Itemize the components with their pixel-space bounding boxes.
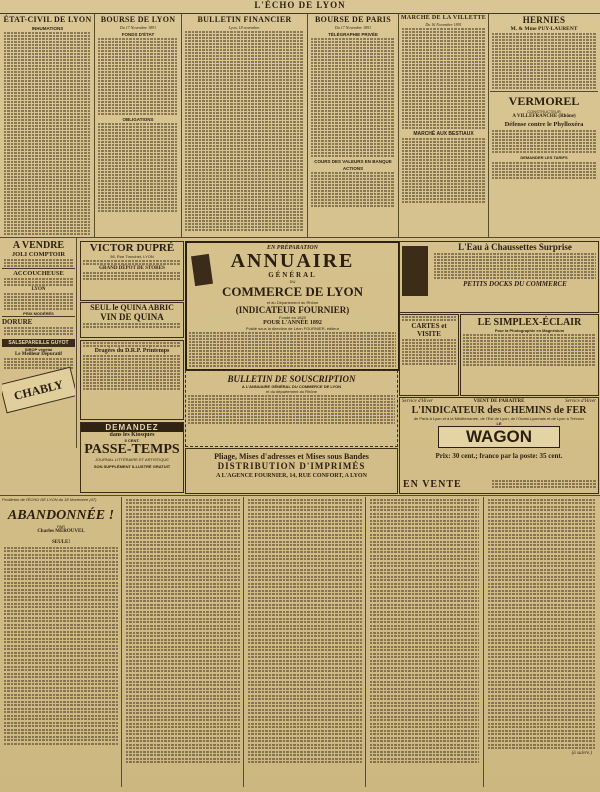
vin-de-quina: VIN DE QUINA	[100, 312, 164, 322]
feuilleton-label	[2, 497, 120, 502]
dorure: DORURE	[2, 316, 75, 326]
bourse-lyon-date: Du 17 Novembre 1891	[119, 25, 157, 30]
souscription-form	[185, 370, 398, 447]
feuilleton-column-3	[246, 497, 364, 787]
souscription-sub: A L'ANNUAIRE GÉNÉRAL DU COMMERCE DE LYON	[241, 384, 342, 389]
lyon-label: LYON	[31, 287, 46, 292]
accoucheuse: ACCOUCHEUSE	[2, 268, 75, 277]
villette-date: Du 16 Novembre 1891	[425, 22, 462, 27]
simplex-sub: Pour la Photographie en Magnésium	[494, 328, 565, 333]
feuilleton-title: ABANDONNÉE !	[7, 508, 115, 523]
masthead: L'ÉCHO DE LYON	[0, 0, 600, 14]
bourse-paris-date: Du 17 Novembre 1891	[334, 25, 372, 30]
annuaire-general: GÉNÉRAL	[268, 271, 317, 279]
etat-civil-column	[2, 14, 93, 236]
sirop-vegetal: SIROP végétal	[24, 347, 53, 352]
obligations-heading: OBLIGATIONS	[122, 117, 154, 122]
commerce-lyon: COMMERCE DE LYON	[221, 284, 364, 299]
feuilleton-column-2	[124, 497, 242, 787]
wagon-sub: de Paris à Lyon et à la Méditerranée, de l'Est de Lyon, de l'Ouest-Lyonnais et de Lyon à Trévoux	[413, 416, 585, 421]
bourse-paris-column	[309, 14, 397, 236]
agence-fournier: A L'AGENCE FOURNIER, 14, RUE CONFORT, A LYON	[216, 473, 367, 479]
annee-1892: POUR L'ANNÉE 1892	[263, 320, 322, 326]
feuilleton-column-1	[2, 497, 120, 787]
annuaire-du: DU	[289, 279, 296, 284]
feuilleton-number: (47)	[89, 497, 97, 502]
a-vendre: A VENDRE	[12, 240, 65, 251]
price-5-cent: 5 CENT.	[124, 438, 140, 443]
en-preparation: EN PRÉPARATION	[266, 245, 319, 251]
en-vente: EN VENTE	[403, 479, 462, 490]
etat-civil-title: ÉTAT-CIVIL DE LYON	[3, 15, 92, 24]
annuaire-dept: et du Département du Rhône	[266, 300, 319, 305]
bourse-paris-title: BOURSE DE PARIS	[315, 15, 391, 24]
wagon-title: WAGON	[438, 426, 560, 448]
indicateur-fournier: (INDICATEUR FOURNIER)	[235, 305, 350, 315]
inhumations-heading: INHUMATIONS	[31, 26, 64, 31]
fonde-1820: Fondé en 1820	[279, 315, 306, 320]
chably-bottle: CHABLY	[2, 367, 75, 414]
eau-chaussettes: L'Eau à Chaussettes Surprise	[458, 242, 572, 252]
etat-civil-text	[4, 32, 91, 235]
feuilleton-column-4	[368, 497, 481, 787]
pliage-ad	[185, 448, 398, 494]
distribution-imprimes: DISTRIBUTION D'IMPRIMÉS	[217, 461, 366, 471]
joli-comptoir: JOLI COMPTOIR	[11, 251, 66, 258]
dragees: Dragées du D.R.P. Printemps	[94, 348, 170, 354]
fonds-etat-heading: FONDS D'ÉTAT	[121, 32, 155, 37]
grand-depot-stores: GRAND DÉPOT DE STORES	[99, 266, 165, 271]
bottle-illustration	[402, 246, 428, 296]
passe-temps-ad	[80, 422, 184, 493]
bourse-lyon-title: BOURSE DE LYON	[100, 15, 176, 24]
simplex-ad	[460, 314, 599, 396]
vient-paraitre: VIENT DE PARAITRE	[473, 399, 525, 404]
souscription-sub2: et du département du Rhône	[266, 389, 317, 394]
vermorel-tarifs: DEMANDER LES TARIFS	[520, 155, 568, 160]
villette-column	[400, 14, 487, 236]
telegraphie-heading: TÉLÉGRAPHIE PRIVÉE	[328, 32, 378, 37]
victor-dupre: VICTOR DUPRÉ	[89, 242, 175, 254]
bulletin-title: BULLETIN FINANCIER	[197, 15, 292, 24]
vermorel-place: A VILLEFRANCHE (Rhône)	[512, 114, 576, 119]
dans-kiosques: dans les Kiosques	[109, 432, 155, 438]
service-hiver-right: Service d'Hiver	[565, 399, 596, 404]
bestiaux-heading: MARCHÉ AUX BESTIAUX	[413, 131, 474, 137]
supplement-illustre: SON SUPPLÉMENT ILLUSTRÉ GRATUIT	[93, 464, 171, 469]
pliage-line1: Pliage, Mises d'adresses et Mises sous Bandes	[214, 452, 369, 461]
annuaire-ad	[185, 241, 400, 371]
wagon-prix: Prix: 30 cent.; franco par la poste: 35 cent.	[435, 452, 563, 460]
cartes-visite-ad	[399, 314, 459, 396]
bourse-lyon-column	[96, 14, 180, 236]
victor-address: 56, Rue Tronchet, LYON	[110, 254, 154, 259]
feuilleton-label-text: Feuilleton de l'ÉCHO DE LYON du 18 Novembre	[2, 497, 89, 502]
annuaire-direction: Publié sous la direction de Léon FOURNIER, éditeur	[245, 326, 340, 331]
cartes-visite: CARTES et VISITE	[411, 322, 447, 338]
feuilleton-column-5	[486, 497, 598, 787]
meilleur-depuratif: Le Meilleur Dépuratif	[14, 352, 63, 357]
prix-moderes: PRIX MODÉRÉS	[23, 311, 54, 316]
vermorel-phylloxera: Défense contre le Phylloxéra	[504, 121, 584, 128]
wagon-le: LE	[496, 421, 502, 426]
indicateur-chemins-fer: L'INDICATEUR des CHEMINS de FER	[411, 405, 587, 416]
journal-litteraire: JOURNAL LITTÉRAIRE ET ARTISTIQUE	[95, 457, 169, 462]
souscription-title: BULLETIN DE SOUSCRIPTION	[227, 374, 356, 384]
bulletin-financier-column	[183, 14, 306, 236]
passe-temps: PASSE-TEMPS	[84, 442, 180, 457]
left-ads-column	[2, 240, 75, 448]
vermorel-title: VERMOREL	[508, 94, 580, 108]
chapter-seule: SEULE!	[51, 540, 71, 545]
demandez: DEMANDEZ	[81, 423, 183, 432]
villette-title: MARCHÉ DE LA VILLETTE	[400, 15, 487, 21]
hernies-column	[490, 14, 598, 236]
salsepareille: SALSEPAREILLE GUYOT	[2, 339, 75, 347]
valeurs-banque-heading: COURS DES VALEURS EN BANQUE	[314, 159, 392, 164]
simplex-eclair: LE SIMPLEX-ÉCLAIR	[477, 317, 582, 328]
service-hiver-left: Service d'Hiver	[402, 399, 433, 404]
hernies-title: HERNIES	[522, 15, 566, 25]
quina-abric: SEUL le QUINA ABRIC	[90, 303, 174, 312]
petits-docks: PETITS DOCKS DU COMMERCE	[463, 280, 567, 288]
chaussettes-ad	[399, 241, 599, 313]
dragees-ad	[80, 340, 184, 420]
feuilleton-author: Charles MÉROUVEL	[37, 529, 85, 534]
wagon-ad	[399, 397, 599, 494]
a-suivre: (à suivre.)	[571, 750, 592, 756]
bulletin-date: Lyon, 18 novembre.	[228, 25, 261, 30]
quina-abric-ad	[80, 302, 184, 338]
puy-laurent: M. & Mme PUY-LAURENT	[510, 26, 578, 32]
vermorel-sub: CONSTRUCTEUR	[527, 109, 561, 114]
victor-dupre-ad	[80, 241, 184, 301]
feuilleton-par: PAR	[57, 524, 65, 529]
annuaire-title: ANNUAIRE	[230, 250, 355, 272]
actions-heading: ACTIONS	[342, 166, 364, 171]
